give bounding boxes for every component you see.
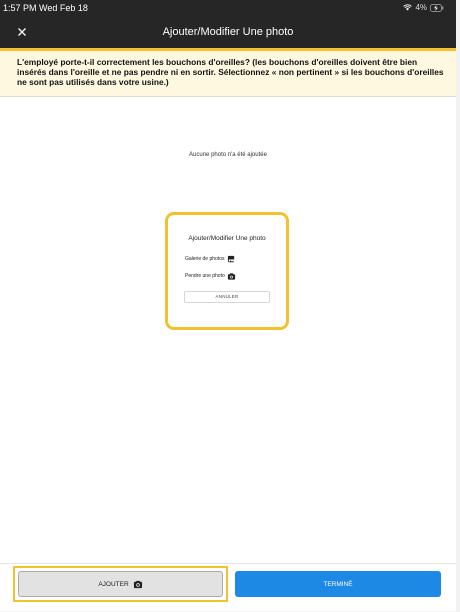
status-bar (0, 0, 456, 18)
empty-photo-message: Aucune photo n'a été ajoutée (189, 152, 267, 158)
status-left (3, 3, 88, 13)
cancel-button[interactable]: ANNULER (184, 291, 270, 303)
battery-level: 4% (415, 3, 427, 12)
battery-charging-icon (430, 4, 444, 12)
status-time: 1:57 PM (3, 3, 37, 13)
status-right (403, 3, 444, 12)
status-date: Wed Feb 18 (39, 3, 88, 13)
add-button-highlight (13, 566, 228, 602)
page-title: Ajouter/Modifier Une photo (162, 26, 294, 38)
gallery-icon (227, 255, 236, 264)
take-photo-option-label: Pendre une photo (185, 273, 225, 279)
take-photo-option[interactable] (185, 268, 265, 284)
photo-dialog (165, 212, 289, 330)
header (0, 0, 456, 50)
gallery-option-label: Galerie de photos (185, 256, 225, 262)
add-button[interactable] (18, 571, 223, 597)
question-banner: L'employé porte-t-il correctement les bouchons d'oreilles? (les bouchons d'oreilles doivent être bien insérés dans l'oreille et ne pas pendre ni en sortir. Sélectionnez « non pertinent » si les bouchons d'oreilles ne sont pas utilisés dans votre usine.) (0, 51, 456, 97)
camera-icon (133, 580, 143, 589)
dialog-title: Ajouter/Modifier Une photo (188, 235, 266, 242)
wifi-icon (403, 4, 412, 11)
add-button-label: AJOUTER (98, 580, 129, 588)
title-bar (0, 18, 456, 48)
camera-icon (227, 272, 236, 281)
gallery-option[interactable] (185, 251, 265, 267)
done-button[interactable]: TERMINÉ (235, 571, 441, 597)
